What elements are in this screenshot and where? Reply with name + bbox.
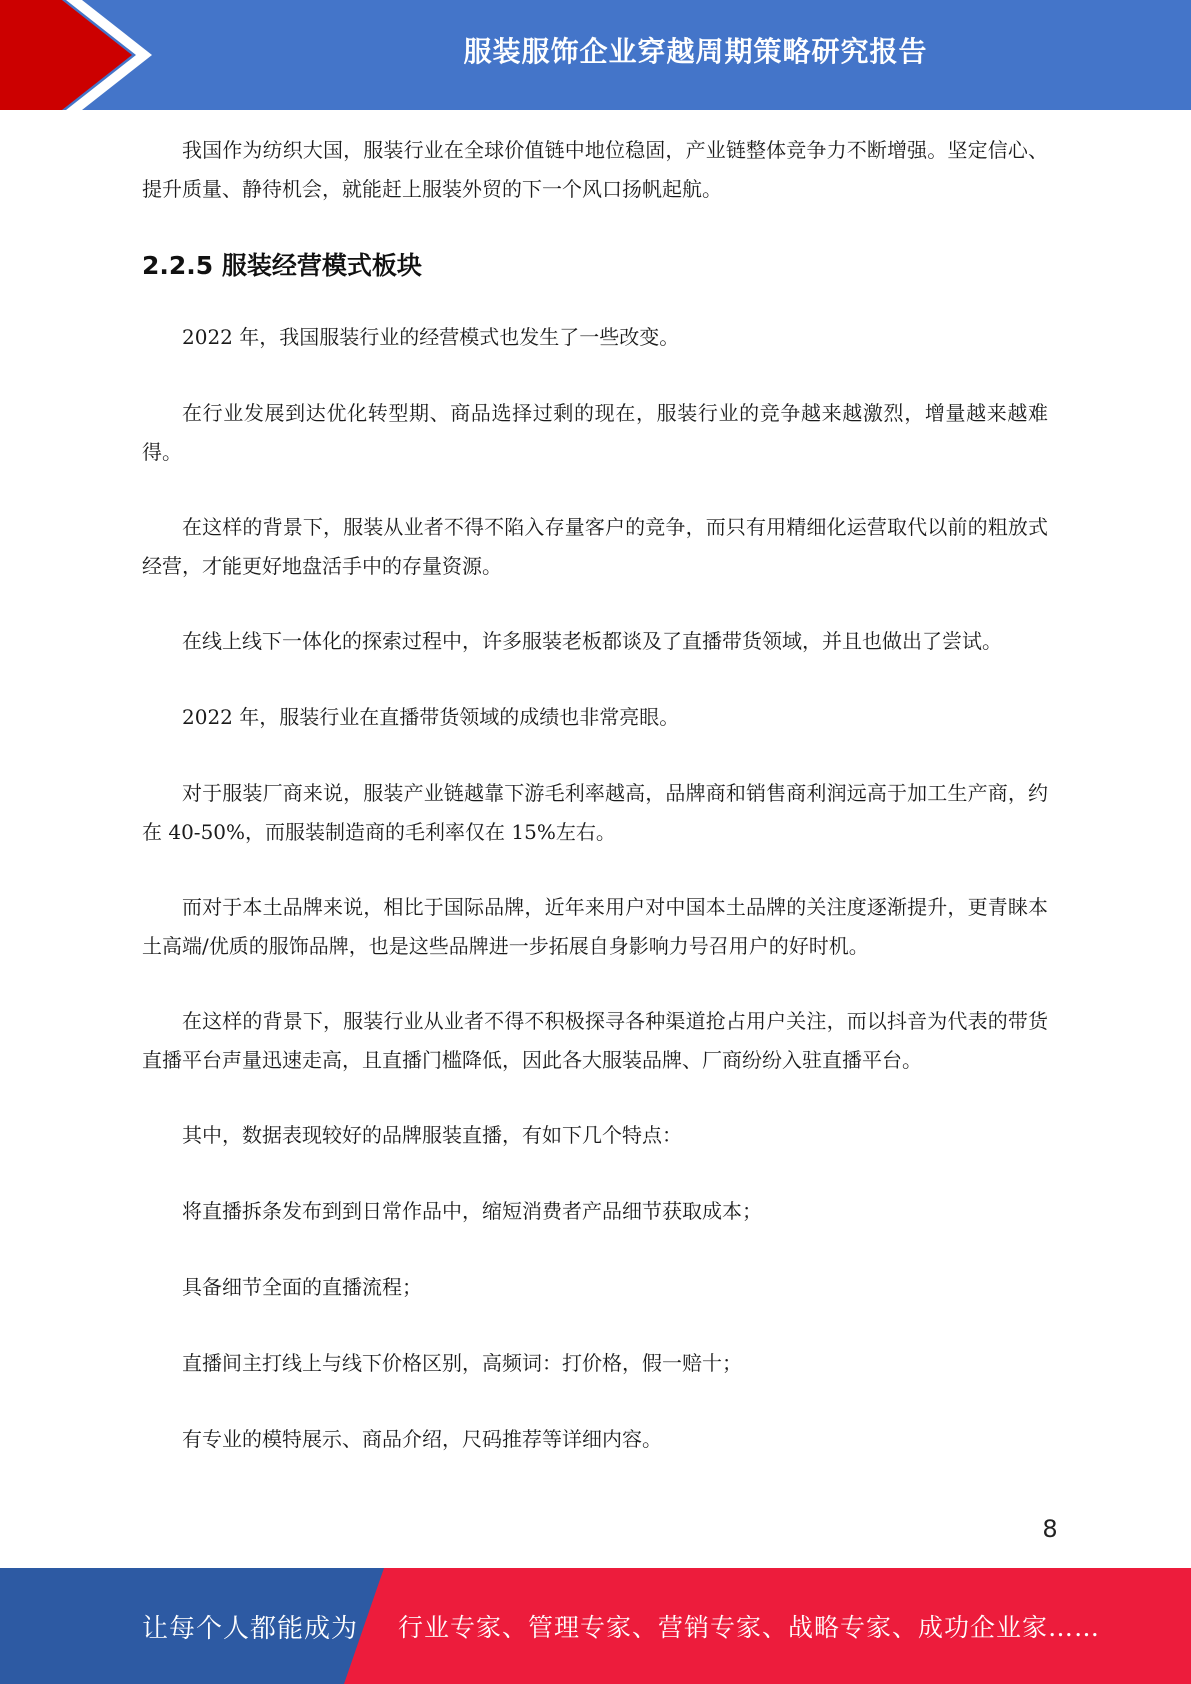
footer-slogan-right: 行业专家、管理专家、营销专家、战略专家、成功企业家…… [398, 1613, 1101, 1642]
page-number: 8 [1042, 1515, 1058, 1543]
body-paragraph: 在这样的背景下，服装行业从业者不得不积极探寻各种渠道抢占用户关注，而以抖音为代表的带货直播平台声量迅速走高，且直播门槛降低，因此各大服装品牌、厂商纷纷入驻直播平台。 [142, 1009, 1048, 1072]
body-paragraph: 在这样的背景下，服装从业者不得不陷入存量客户的竞争，而只有用精细化运营取代以前的粗放式经营，才能更好地盘活手中的存量资源。 [142, 515, 1048, 578]
body-paragraph: 2022 年，服装行业在直播带货领域的成绩也非常亮眼。 [182, 705, 680, 729]
body-paragraph: 在线上线下一体化的探索过程中，许多服装老板都谈及了直播带货领域，并且也做出了尝试。 [182, 629, 1002, 653]
body-paragraph: 在行业发展到达优化转型期、商品选择过剩的现在，服装行业的竞争越来越激烈，增量越来越难得。 [142, 401, 1048, 464]
body-paragraph: 具备细节全面的直播流程； [182, 1275, 422, 1299]
intro-paragraph: 我国作为纺织大国，服装行业在全球价值链中地位稳固，产业链整体竞争力不断增强。坚定信心、提升质量、静待机会，就能赶上服装外贸的下一个风口扬帆起航。 [142, 138, 1048, 201]
page-header [0, 0, 1191, 110]
footer-slogan-left: 让每个人都能成为 [142, 1613, 359, 1644]
body-paragraph: 2022 年，我国服装行业的经营模式也发生了一些改变。 [182, 325, 680, 349]
report-title: 服装服饰企业穿越周期策略研究报告 [463, 35, 928, 68]
body-paragraph: 对于服装厂商来说，服装产业链越靠下游毛利率越高，品牌商和销售商利润远高于加工生产商，约在 40-50%，而服装制造商的毛利率仅在 15%左右。 [142, 781, 1048, 844]
section-heading: 2.2.5 服装经营模式板块 [142, 251, 422, 280]
page-body [142, 131, 1048, 1459]
body-paragraph: 将直播拆条发布到到日常作品中，缩短消费者产品细节获取成本； [182, 1199, 762, 1223]
body-paragraph: 而对于本土品牌来说，相比于国际品牌，近年来用户对中国本土品牌的关注度逐渐提升，更青睐本土高端/优质的服饰品牌，也是这些品牌进一步拓展自身影响力号召用户的好时机。 [142, 895, 1048, 958]
body-paragraph: 有专业的模特展示、商品介绍，尺码推荐等详细内容。 [182, 1427, 662, 1451]
page-footer [0, 1568, 1191, 1684]
body-paragraph: 其中，数据表现较好的品牌服装直播，有如下几个特点： [182, 1123, 682, 1147]
body-paragraph: 直播间主打线上与线下价格区别，高频词：打价格，假一赔十； [182, 1351, 742, 1375]
